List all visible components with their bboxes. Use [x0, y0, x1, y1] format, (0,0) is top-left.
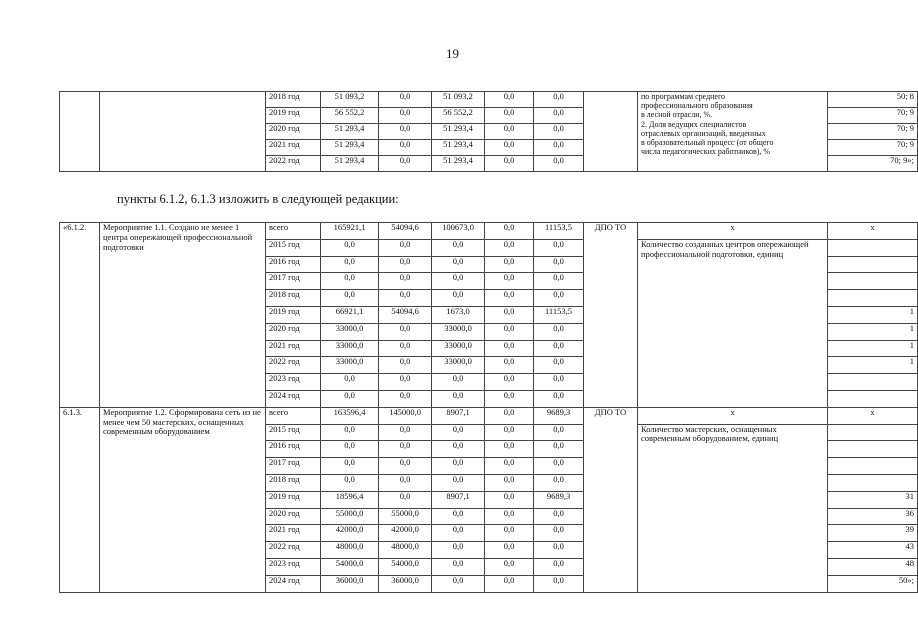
indicator-line: отраслевых организаций, введенных — [641, 128, 766, 138]
cell-total: 0,0 — [321, 290, 379, 307]
section-number: 6.1.3. — [60, 407, 100, 592]
cell-regional: 8907,1 — [432, 491, 485, 508]
table-row — [60, 92, 918, 108]
cell-other: 11153,5 — [534, 306, 584, 323]
cell-other: 9689,3 — [534, 407, 584, 424]
cell-other: 0,0 — [534, 458, 584, 475]
table-row — [60, 407, 918, 424]
cell-value: 70; 9 — [828, 124, 918, 140]
cell-local: 0,0 — [485, 491, 534, 508]
cell-total: 33000,0 — [321, 323, 379, 340]
cell-total: 0,0 — [321, 424, 379, 441]
cell-local: 0,0 — [485, 508, 534, 525]
cell-local: 0,0 — [485, 340, 534, 357]
cell-federal: 0,0 — [379, 323, 432, 340]
cell-other: 0,0 — [534, 424, 584, 441]
cell-value: 48 — [828, 558, 918, 575]
cell-total: 0,0 — [321, 374, 379, 391]
cell-year: 2022 год — [266, 156, 321, 172]
cell-regional: 0,0 — [432, 273, 485, 290]
cell-total: 48000,0 — [321, 542, 379, 559]
cell-federal: 0,0 — [379, 290, 432, 307]
cell-value: 70; 9 — [828, 108, 918, 124]
cell-value: 70; 9»; — [828, 156, 918, 172]
indicator-x: х — [638, 223, 828, 240]
cell-federal: 0,0 — [379, 390, 432, 407]
cell-total: 56 552,2 — [321, 108, 379, 124]
cell-local: 0,0 — [485, 374, 534, 391]
cell-regional: 51 093,2 — [432, 92, 485, 108]
cell-other: 0,0 — [534, 542, 584, 559]
cell-regional: 0,0 — [432, 441, 485, 458]
cell-local: 0,0 — [485, 156, 534, 172]
cell-name — [100, 92, 266, 172]
cell-local: 0,0 — [485, 124, 534, 140]
cell-federal: 0,0 — [379, 424, 432, 441]
cell-year: 2016 год — [266, 256, 321, 273]
cell-local: 0,0 — [485, 256, 534, 273]
cell-total: 0,0 — [321, 458, 379, 475]
cell-federal: 0,0 — [379, 92, 432, 108]
cell-regional: 1673,0 — [432, 306, 485, 323]
executor: ДПО ТО — [584, 407, 638, 592]
cell-regional: 100673,0 — [432, 223, 485, 240]
section-number: «6.1.2. — [60, 223, 100, 408]
cell-federal: 0,0 — [379, 491, 432, 508]
cell-local: 0,0 — [485, 357, 534, 374]
cell-year: 2019 год — [266, 306, 321, 323]
cell-local: 0,0 — [485, 525, 534, 542]
cell-year: 2020 год — [266, 323, 321, 340]
cell-year: 2018 год — [266, 290, 321, 307]
cell-total: 54000,0 — [321, 558, 379, 575]
indicator-line: в образовательный процесс (от общего — [641, 137, 774, 147]
cell-federal: 0,0 — [379, 357, 432, 374]
cell-year: 2018 год — [266, 92, 321, 108]
cell-year: 2020 год — [266, 508, 321, 525]
cell-value — [828, 458, 918, 475]
cell-value: 39 — [828, 525, 918, 542]
cell-other: 0,0 — [534, 290, 584, 307]
cell-other: 9689,3 — [534, 491, 584, 508]
cell-year: всего — [266, 407, 321, 424]
cell-local: 0,0 — [485, 558, 534, 575]
cell-other: 0,0 — [534, 357, 584, 374]
cell-value: 70; 9 — [828, 140, 918, 156]
cell-year: 2022 год — [266, 357, 321, 374]
cell-year: 2021 год — [266, 140, 321, 156]
cell-value — [828, 273, 918, 290]
cell-federal: 0,0 — [379, 239, 432, 256]
cell-federal: 0,0 — [379, 124, 432, 140]
cell-local: 0,0 — [485, 323, 534, 340]
cell-value: 36 — [828, 508, 918, 525]
cell-other: 0,0 — [534, 140, 584, 156]
cell-federal: 54094,6 — [379, 306, 432, 323]
indicator-line: профессионального образования — [641, 101, 753, 111]
cell-regional: 33000,0 — [432, 340, 485, 357]
cell-other: 0,0 — [534, 441, 584, 458]
cell-other: 0,0 — [534, 124, 584, 140]
cell-year: 2020 год — [266, 124, 321, 140]
cell-regional: 0,0 — [432, 474, 485, 491]
cell-federal: 0,0 — [379, 441, 432, 458]
indicator-cell: Количество мастерских, оснащенных современным оборудованием, единиц — [638, 424, 828, 592]
activity-name: Мероприятие 1.1. Создано не менее 1 центра опережающей профессиональной подготовки — [100, 223, 266, 408]
cell-regional: 51 293,4 — [432, 140, 485, 156]
cell-regional: 33000,0 — [432, 323, 485, 340]
value-x: х — [828, 407, 918, 424]
cell-other: 0,0 — [534, 374, 584, 391]
cell-other: 0,0 — [534, 323, 584, 340]
cell-value: 1 — [828, 323, 918, 340]
cell-year: всего — [266, 223, 321, 240]
cell-total: 55000,0 — [321, 508, 379, 525]
cell-value: 50; 8 — [828, 92, 918, 108]
cell-total: 33000,0 — [321, 340, 379, 357]
cell-regional: 0,0 — [432, 239, 485, 256]
cell-value — [828, 424, 918, 441]
cell-total: 0,0 — [321, 239, 379, 256]
cell-total: 66921,1 — [321, 306, 379, 323]
cell-year: 2023 год — [266, 374, 321, 391]
cell-other: 11153,5 — [534, 223, 584, 240]
cell-year: 2015 год — [266, 239, 321, 256]
cell-local: 0,0 — [485, 140, 534, 156]
cell-local: 0,0 — [485, 390, 534, 407]
cell-regional: 0,0 — [432, 458, 485, 475]
cell-total: 0,0 — [321, 390, 379, 407]
cell-regional: 56 552,2 — [432, 108, 485, 124]
cell-value: 1 — [828, 340, 918, 357]
value-x: х — [828, 223, 918, 240]
top-table — [59, 91, 918, 172]
cell-executor — [584, 92, 638, 172]
indicator-cell — [638, 92, 828, 172]
cell-federal: 0,0 — [379, 108, 432, 124]
cell-number — [60, 92, 100, 172]
indicator-line: по программам среднего — [641, 92, 726, 101]
cell-year: 2021 год — [266, 340, 321, 357]
main-table — [59, 222, 918, 593]
cell-regional: 51 293,4 — [432, 156, 485, 172]
cell-value — [828, 374, 918, 391]
cell-year: 2024 год — [266, 575, 321, 592]
cell-value — [828, 239, 918, 256]
cell-local: 0,0 — [485, 542, 534, 559]
cell-other: 0,0 — [534, 156, 584, 172]
cell-local: 0,0 — [485, 290, 534, 307]
cell-year: 2024 год — [266, 390, 321, 407]
cell-federal: 42000,0 — [379, 525, 432, 542]
cell-regional: 0,0 — [432, 290, 485, 307]
cell-total: 0,0 — [321, 256, 379, 273]
cell-federal: 145000,0 — [379, 407, 432, 424]
cell-value — [828, 474, 918, 491]
cell-local: 0,0 — [485, 273, 534, 290]
cell-federal: 54094,6 — [379, 223, 432, 240]
cell-value — [828, 256, 918, 273]
cell-other: 0,0 — [534, 558, 584, 575]
cell-total: 0,0 — [321, 441, 379, 458]
cell-local: 0,0 — [485, 458, 534, 475]
cell-year: 2022 год — [266, 542, 321, 559]
cell-value — [828, 390, 918, 407]
cell-year: 2021 год — [266, 525, 321, 542]
cell-year: 2016 год — [266, 441, 321, 458]
cell-regional: 0,0 — [432, 525, 485, 542]
cell-other: 0,0 — [534, 92, 584, 108]
cell-value: 1 — [828, 306, 918, 323]
cell-federal: 0,0 — [379, 273, 432, 290]
indicator-cell: Количество созданных центров опережающей профессиональной подготовки, единиц — [638, 239, 828, 407]
cell-federal: 0,0 — [379, 474, 432, 491]
cell-value: 1 — [828, 357, 918, 374]
cell-regional: 8907,1 — [432, 407, 485, 424]
cell-local: 0,0 — [485, 108, 534, 124]
cell-regional: 0,0 — [432, 424, 485, 441]
cell-federal: 54000,0 — [379, 558, 432, 575]
cell-value — [828, 290, 918, 307]
cell-year: 2023 год — [266, 558, 321, 575]
indicator-line: в лесной отрасли, %. — [641, 110, 713, 120]
cell-federal: 0,0 — [379, 340, 432, 357]
cell-year: 2018 год — [266, 474, 321, 491]
cell-federal: 0,0 — [379, 374, 432, 391]
cell-total: 51 293,4 — [321, 124, 379, 140]
cell-other: 0,0 — [534, 508, 584, 525]
cell-year: 2017 год — [266, 458, 321, 475]
cell-federal: 55000,0 — [379, 508, 432, 525]
cell-other: 0,0 — [534, 239, 584, 256]
cell-regional: 0,0 — [432, 558, 485, 575]
indicator-line: 2. Доля ведущих специалистов — [641, 119, 747, 129]
intro-text: пункты 6.1.2, 6.1.3 изложить в следующей редакции: — [117, 192, 399, 206]
cell-local: 0,0 — [485, 441, 534, 458]
cell-total: 51 293,4 — [321, 140, 379, 156]
table-row — [60, 223, 918, 240]
cell-other: 0,0 — [534, 525, 584, 542]
cell-regional: 0,0 — [432, 575, 485, 592]
cell-total: 165921,1 — [321, 223, 379, 240]
cell-total: 36000,0 — [321, 575, 379, 592]
cell-other: 0,0 — [534, 575, 584, 592]
cell-other: 0,0 — [534, 256, 584, 273]
cell-federal: 48000,0 — [379, 542, 432, 559]
cell-federal: 0,0 — [379, 140, 432, 156]
page-number: 19 — [446, 46, 459, 61]
cell-total: 33000,0 — [321, 357, 379, 374]
cell-regional: 0,0 — [432, 542, 485, 559]
cell-other: 0,0 — [534, 273, 584, 290]
cell-total: 42000,0 — [321, 525, 379, 542]
cell-local: 0,0 — [485, 239, 534, 256]
cell-regional: 33000,0 — [432, 357, 485, 374]
cell-value: 50»; — [828, 575, 918, 592]
activity-name: Мероприятие 1.2. Сформирована сеть из не менее чем 50 мастерских, оснащенных современным оборудованием — [100, 407, 266, 592]
cell-local: 0,0 — [485, 424, 534, 441]
executor: ДПО ТО — [584, 223, 638, 408]
cell-other: 0,0 — [534, 340, 584, 357]
cell-federal: 0,0 — [379, 156, 432, 172]
cell-total: 18596,4 — [321, 491, 379, 508]
cell-local: 0,0 — [485, 474, 534, 491]
cell-other: 0,0 — [534, 108, 584, 124]
cell-total: 0,0 — [321, 273, 379, 290]
cell-year: 2019 год — [266, 108, 321, 124]
cell-local: 0,0 — [485, 92, 534, 108]
cell-federal: 0,0 — [379, 256, 432, 273]
indicator-line: числа педагогических работников), % — [641, 147, 771, 157]
cell-year: 2017 год — [266, 273, 321, 290]
cell-regional: 0,0 — [432, 374, 485, 391]
cell-local: 0,0 — [485, 223, 534, 240]
cell-local: 0,0 — [485, 575, 534, 592]
cell-federal: 0,0 — [379, 458, 432, 475]
cell-regional: 0,0 — [432, 390, 485, 407]
cell-other: 0,0 — [534, 390, 584, 407]
cell-federal: 36000,0 — [379, 575, 432, 592]
cell-value: 43 — [828, 542, 918, 559]
cell-total: 163596,4 — [321, 407, 379, 424]
cell-total: 51 293,4 — [321, 156, 379, 172]
cell-local: 0,0 — [485, 407, 534, 424]
cell-other: 0,0 — [534, 474, 584, 491]
cell-regional: 0,0 — [432, 256, 485, 273]
cell-regional: 0,0 — [432, 508, 485, 525]
cell-total: 0,0 — [321, 474, 379, 491]
cell-value: 31 — [828, 491, 918, 508]
cell-local: 0,0 — [485, 306, 534, 323]
cell-value — [828, 441, 918, 458]
cell-year: 2015 год — [266, 424, 321, 441]
cell-regional: 51 293,4 — [432, 124, 485, 140]
cell-year: 2019 год — [266, 491, 321, 508]
cell-total: 51 093,2 — [321, 92, 379, 108]
indicator-x: х — [638, 407, 828, 424]
